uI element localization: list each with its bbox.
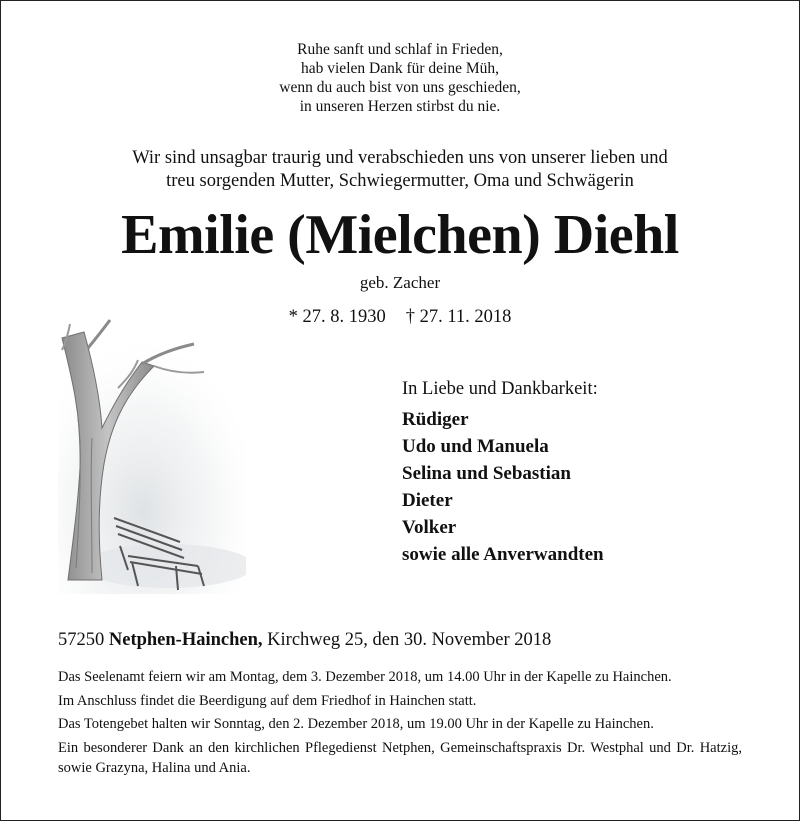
mourner-name: Volker bbox=[402, 517, 457, 538]
mourners-heading: In Liebe und Dankbarkeit: bbox=[402, 379, 598, 399]
intro-line: treu sorgenden Mutter, Schwiegermutter, Oma und Schwägerin bbox=[166, 171, 634, 191]
mourner-name: sowie alle Anverwandten bbox=[402, 544, 604, 565]
deceased-name: Emilie (Mielchen) Diehl bbox=[121, 204, 679, 266]
death-date: † 27. 11. 2018 bbox=[405, 307, 512, 327]
postcode: 57250 bbox=[58, 630, 105, 650]
poem-line: Ruhe sanft und schlaf in Frieden, bbox=[297, 41, 503, 58]
notice-paragraph: Das Seelenamt feiern wir am Montag, dem 3. Dezember 2018, um 14.00 Uhr in der Kapelle zu Hainchen. bbox=[58, 669, 672, 685]
mourner-name: Dieter bbox=[402, 490, 453, 511]
poem-line: hab vielen Dank für deine Müh, bbox=[301, 60, 499, 77]
mourners-list bbox=[402, 406, 604, 568]
birth-date: * 27. 8. 1930 bbox=[288, 307, 386, 327]
notices bbox=[58, 667, 742, 782]
notice-paragraph: Im Anschluss findet die Beerdigung auf dem Friedhof in Hainchen statt. bbox=[58, 692, 477, 709]
poem-line: wenn du auch bist von uns geschieden, bbox=[279, 79, 521, 96]
intro-text bbox=[0, 147, 800, 193]
address-date: Kirchweg 25, den 30. November 2018 bbox=[267, 630, 552, 650]
town: Netphen-Hainchen, bbox=[108, 630, 263, 650]
intro-line: Wir sind unsagbar traurig und verabschieden uns von unserer lieben und bbox=[132, 148, 668, 168]
notice-paragraph: Ein besonderer Dank an den kirchlichen Pflegedienst Netphen, Gemeinschaftspraxis Dr. Westphal und Dr. Hatzig, sowie Grazyna, Halina und Ania. bbox=[58, 739, 742, 776]
maiden-name: geb. Zacher bbox=[359, 273, 441, 292]
poem bbox=[0, 40, 800, 116]
tree-bench-illustration bbox=[58, 318, 246, 594]
place-date-line bbox=[58, 628, 551, 652]
mourner-name: Udo und Manuela bbox=[402, 436, 549, 457]
notice-paragraph: Das Totengebet halten wir Sonntag, den 2. Dezember 2018, um 19.00 Uhr in der Kapelle zu Hainchen. bbox=[58, 716, 654, 732]
mourner-name: Rüdiger bbox=[402, 409, 469, 430]
poem-line: in unseren Herzen stirbst du nie. bbox=[299, 98, 501, 115]
mourner-name: Selina und Sebastian bbox=[402, 463, 571, 484]
